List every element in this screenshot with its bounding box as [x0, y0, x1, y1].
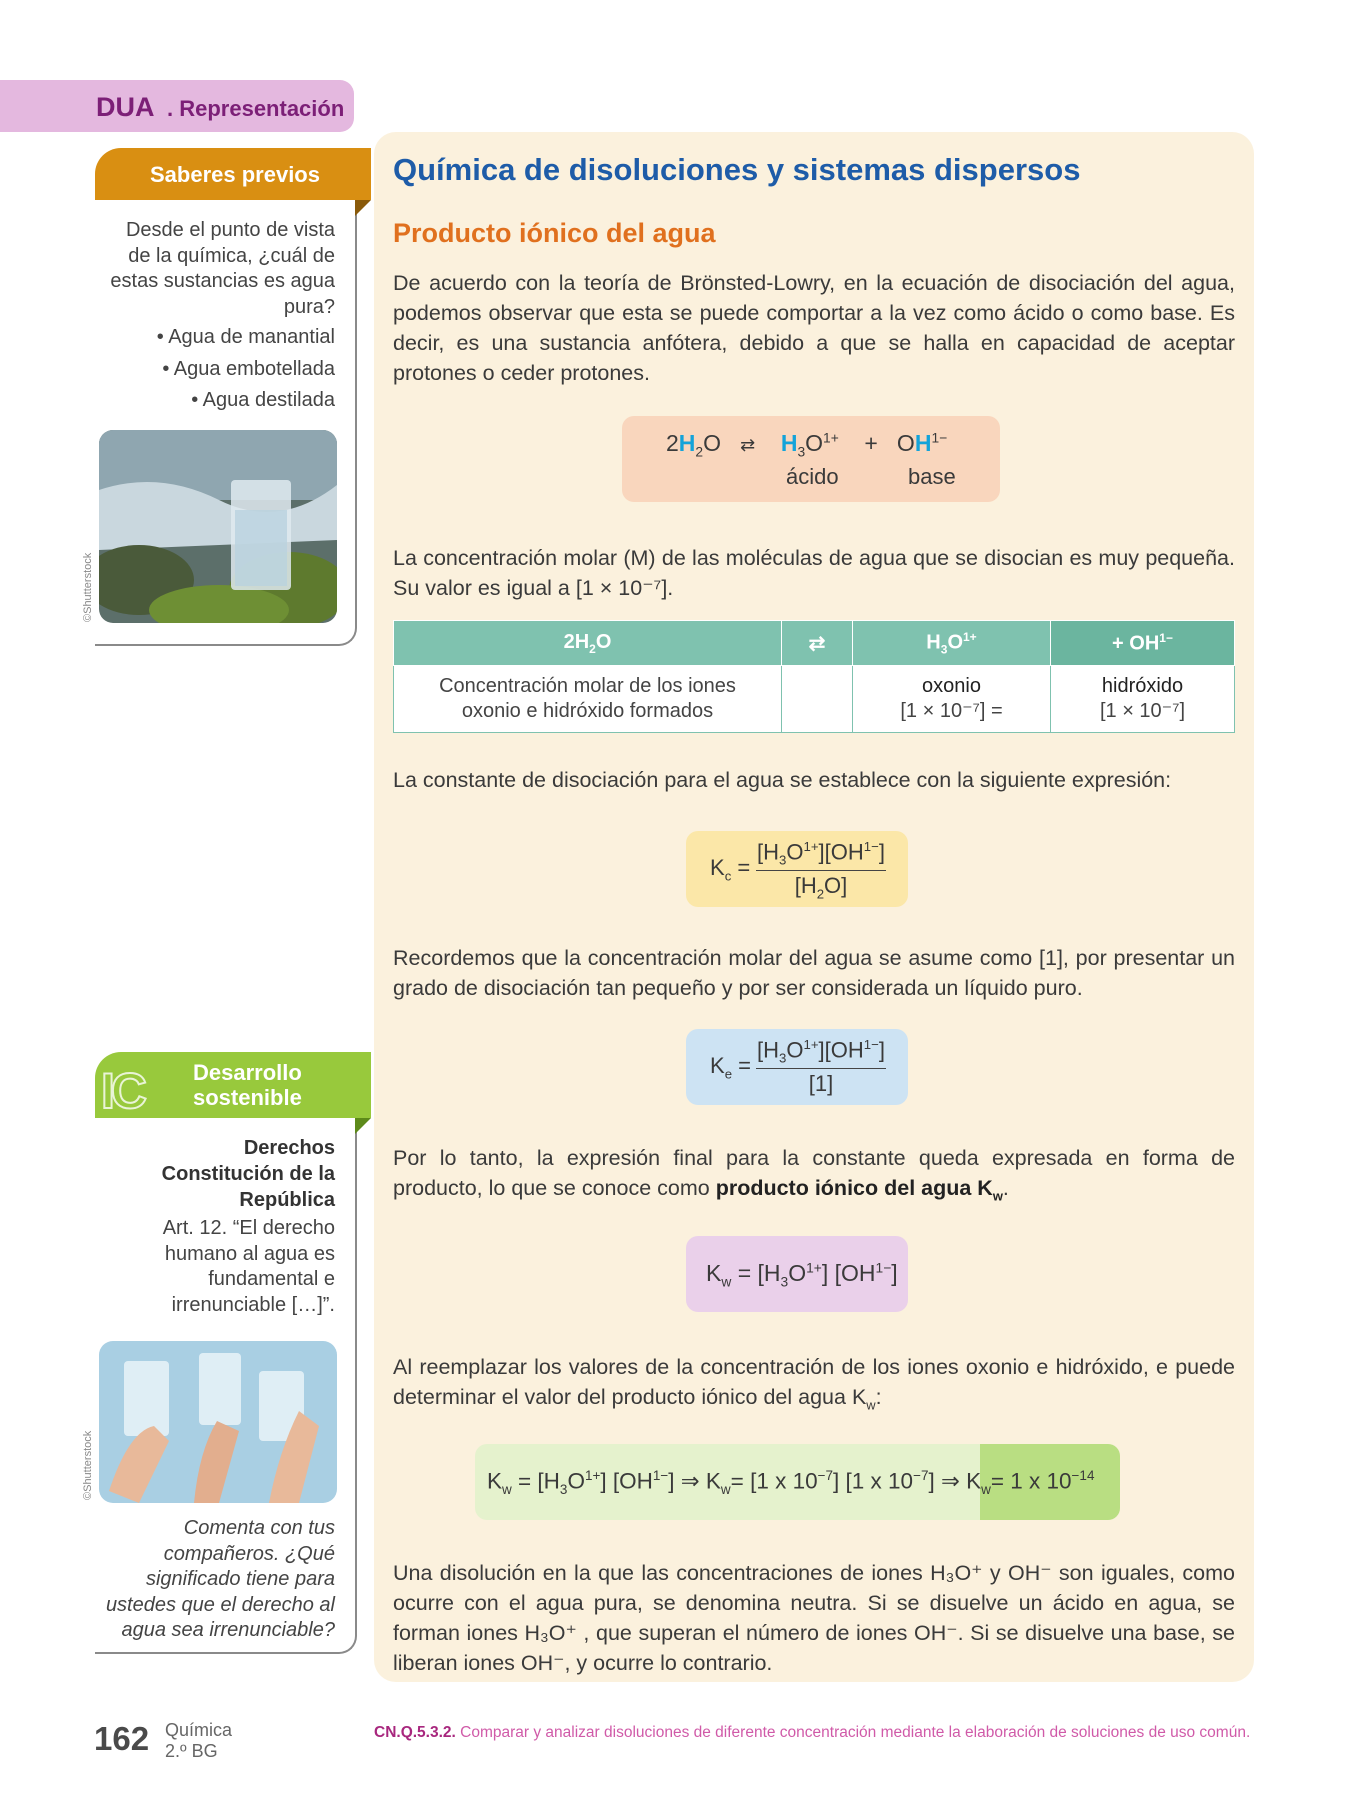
paragraph-3: La constante de disociación para el agua se establece con la siguiente expresión: — [393, 768, 1172, 792]
ke-numerator: $[H_3O^{1+}][OH^{1-}]$ — [756, 1037, 886, 1069]
curriculum-objective — [374, 1722, 1254, 1744]
paragraph-1: De acuerdo con la teoría de Brönsted-Lowry, en la ecuación de disociación del agua, podemos observar que esta se puede comportar a la vez como ácido o como base. Es decir, es una sustancia anfótera, debido a que se halla en capacidad de aceptar protones o ceder protones. — [393, 271, 1235, 385]
tab-fold — [355, 200, 371, 216]
bullet-item: • Agua de manantial — [156, 326, 335, 348]
hidroxido-label: hidróxido — [1101, 675, 1184, 697]
header-oxonium: $H_3O^{1+}$ — [853, 621, 1051, 666]
paragraph-5: Por lo tanto, la expresión final para la constante queda expresada en forma de producto, lo que se conoce como producto iónico del agua $K_w$. — [393, 1146, 1235, 1204]
dissociation-equation — [622, 416, 1000, 502]
saberes-question: Desde el punto de vista de la química, ¿cuál de estas sustancias es agua pura? — [110, 219, 335, 318]
dua-banner — [0, 80, 354, 132]
objective-text: Comparar y analizar disoluciones de diferente concentración mediante la elaboración de soluciones de uso común. — [460, 1724, 1251, 1741]
photo-credit: ©Shutterstock — [82, 552, 94, 622]
raised-glasses-photo — [99, 1341, 337, 1503]
subject: Química — [165, 1720, 233, 1740]
oxonio-label: oxonio — [922, 675, 981, 697]
row-label: Concentración molar de los iones oxonio e hidróxido formados — [394, 666, 782, 733]
saberes-bullets — [100, 322, 335, 417]
desarrollo-quote: Art. 12. “El derecho humano al agua es fundamental e irrenunciable […]”. — [162, 1217, 335, 1316]
photo-credit: ©Shutterstock — [82, 1430, 94, 1500]
equation-row: $2H_2O$ ⇄ $H_3O^{1+}$ + $OH^{1-}$ — [666, 430, 948, 460]
kw-calculation-text: $K_w = [H_3O^{1+}]$ $[OH^{1-}]$ ⇒ $K_w= [1$ x $10^{-7}$] [1 x $10^{-7}$] ⇒ $K_w= 1$ x $10^{-14}$ — [487, 1468, 1095, 1497]
section-title: Producto iónico del agua — [393, 218, 716, 248]
objective-code: CN.Q.5.3.2. — [374, 1724, 456, 1741]
paragraph-6-text: Al reemplazar los valores de la concentración de los iones oxonio e hidróxido, e puede determinar el valor del producto iónico del agua K — [393, 1355, 1235, 1409]
desarrollo-tab-line2: sostenible — [193, 1085, 302, 1110]
dua-label: DUA — [96, 92, 155, 122]
saberes-tab-label: Saberes previos — [150, 162, 320, 187]
base-label: base — [908, 464, 956, 489]
equilibrium-arrows-icon: ⇄ — [740, 435, 756, 455]
page-title: Química de disoluciones y sistemas dispersos — [393, 152, 1081, 187]
oxonio-cell — [853, 666, 1051, 733]
dua-subtitle: . Representación — [167, 96, 345, 121]
oxonio-value: [1 × 10⁻⁷] = — [900, 700, 1003, 722]
paragraph-5-text: Por lo tanto, la expresión final para la constante queda expresada en forma de producto, lo que se conoce como — [393, 1146, 1235, 1200]
ke-symbol: $K_e$ = — [710, 1053, 751, 1082]
ke-denominator: [1] — [808, 1071, 834, 1096]
header-water: $2H_2O$ — [394, 621, 782, 666]
paragraph-7: Una disolución en la que las concentraciones de iones H₃O⁺ y OH⁻ son iguales, como ocurre con el agua pura, se denomina neutra. Si se disuelve un ácido en agua, se forman iones H₃O⁺ , que superan el número de iones OH⁻. Si se disuelve una base, se liberan iones OH⁻, y ocurre lo contrario. — [393, 1561, 1235, 1675]
desarrollo-heading: Derechos — [243, 1137, 335, 1159]
concentration-table — [393, 620, 1235, 733]
kw-formula — [686, 1236, 908, 1312]
grade: 2.º BG — [165, 1741, 218, 1761]
ic-logo-icon: IC — [101, 1063, 143, 1119]
kc-formula — [686, 831, 908, 907]
implies-arrow-icon: ⇒ — [940, 1468, 960, 1494]
kc-symbol: $K_c$ = — [710, 855, 751, 884]
bullet-item: • Agua destilada — [191, 389, 335, 411]
paragraph-2: La concentración molar (M) de las moléculas de agua que se disocian es muy pequeña. Su valor es igual a [1 × 10⁻⁷]. — [393, 546, 1235, 600]
saberes-tab — [95, 148, 371, 200]
tab-fold — [355, 1118, 371, 1134]
page-number: 162 — [94, 1720, 150, 1757]
book-name — [165, 1720, 232, 1762]
desarrollo-prompt: Comenta con tus compañeros. ¿Qué significado tiene para ustedes que el derecho al agua sea irrenunciable? — [105, 1517, 335, 1641]
table-header — [394, 621, 1235, 666]
desarrollo-tab — [95, 1052, 371, 1118]
kw-expression: $K_w = [H_3O^{1+}]$ $[OH^{1-}]$ — [706, 1260, 898, 1290]
implies-arrow-icon: ⇒ — [680, 1468, 700, 1494]
bullet-item: • Agua embotellada — [162, 357, 335, 380]
table-row — [394, 666, 1235, 733]
hidroxido-cell — [1051, 666, 1235, 733]
hidroxido-value: [1 × 10⁻⁷] — [1099, 700, 1186, 722]
ionic-product-term: producto iónico del agua K — [715, 1176, 993, 1200]
kc-numerator: $[H_3O^{1+}][OH^{1-}]$ — [756, 839, 886, 871]
desarrollo-tab-line1: Desarrollo — [193, 1060, 302, 1085]
paragraph-4: Recordemos que la concentración molar del agua se asume como [1], por presentar un grado de disociación tan pequeño y por ser considerada un líquido puro. — [393, 946, 1235, 1000]
acid-label: ácido — [786, 464, 839, 489]
water-glass-photo — [99, 430, 337, 623]
kw-calculation — [475, 1444, 1120, 1520]
kc-denominator: $[H_2O]$ — [794, 873, 848, 902]
desarrollo-subheading: Constitución de la República — [161, 1163, 335, 1211]
equilibrium-arrows-icon: ⇄ — [782, 621, 853, 666]
header-hydroxide: + $OH^{1-}$ — [1051, 621, 1235, 666]
ke-formula — [686, 1029, 908, 1105]
empty-cell — [782, 666, 853, 733]
paragraph-6: Al reemplazar los valores de la concentración de los iones oxonio e hidróxido, e puede determinar el valor del producto iónico del agua $K_w$: — [393, 1355, 1235, 1413]
